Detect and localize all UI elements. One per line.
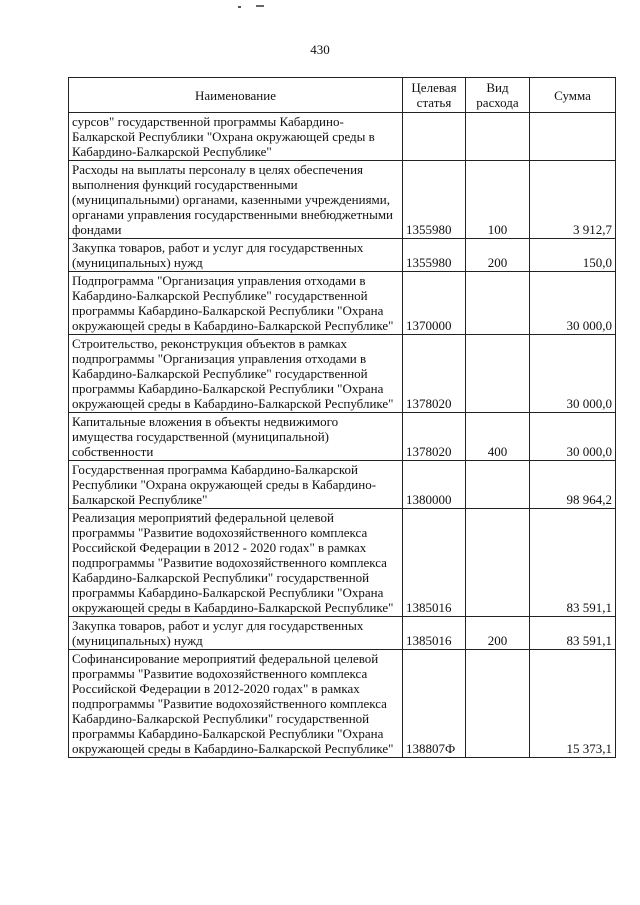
row-sum: 3 912,7 — [530, 161, 616, 239]
row-sum: 15 373,1 — [530, 650, 616, 758]
row-sum: 30 000,0 — [530, 272, 616, 335]
row-type: 200 — [466, 617, 530, 650]
header-sum: Сумма — [530, 78, 616, 113]
row-code: 1370000 — [403, 272, 466, 335]
row-name: сурсов" государственной программы Кабардино-Балкарской Республики "Охрана окружающей среды в Кабардино-Балкарской Республике" — [69, 113, 403, 161]
row-name: Реализация мероприятий федеральной целевой программы "Развитие водохозяйственного комплекса Российской Федерации в 2012 - 2020 годах" в рамках подпрограммы "Развитие водохозяйственного комплекса Кабардино-Балкарской Республики" государственной программы Кабардино-Балкарской Республики "Охрана окружающей среды в Кабардино-Балкарской Республике" — [69, 509, 403, 617]
row-type — [466, 272, 530, 335]
row-type — [466, 650, 530, 758]
table-row — [69, 272, 616, 335]
row-name: Строительство, реконструкция объектов в рамках подпрограммы "Организация управления отходами в Кабардино-Балкарской Республике" государственной программы Кабардино-Балкарской Республики "Охрана окружающей среды в Кабардино-Балкарской Республике" — [69, 335, 403, 413]
table-row — [69, 413, 616, 461]
row-code — [403, 113, 466, 161]
row-sum: 98 964,2 — [530, 461, 616, 509]
table-header-row — [69, 78, 616, 113]
row-code: 1355980 — [403, 239, 466, 272]
page-number: 430 — [310, 42, 330, 57]
row-code: 1380000 — [403, 461, 466, 509]
row-sum: 83 591,1 — [530, 509, 616, 617]
row-type — [466, 509, 530, 617]
row-sum: 83 591,1 — [530, 617, 616, 650]
table-row — [69, 650, 616, 758]
scan-mark — [232, 4, 272, 10]
row-sum: 30 000,0 — [530, 413, 616, 461]
row-type — [466, 335, 530, 413]
row-code: 1378020 — [403, 335, 466, 413]
row-code: 138807Ф — [403, 650, 466, 758]
row-type: 400 — [466, 413, 530, 461]
row-name: Расходы на выплаты персоналу в целях обеспечения выполнения функций государственными (муниципальными) органами, казенными учреждениями, органами управления государственными внебюджетными фондами — [69, 161, 403, 239]
budget-table — [68, 77, 616, 758]
row-name: Подпрограмма "Организация управления отходами в Кабардино-Балкарской Республике" государственной программы Кабардино-Балкарской Республики "Охрана окружающей среды в Кабардино-Балкарской Республике" — [69, 272, 403, 335]
row-name: Государственная программа Кабардино-Балкарской Республики "Охрана окружающей среды в Кабардино-Балкарской Республике" — [69, 461, 403, 509]
row-sum: 150,0 — [530, 239, 616, 272]
row-type — [466, 461, 530, 509]
table-row — [69, 509, 616, 617]
table-row — [69, 617, 616, 650]
row-name: Софинансирование мероприятий федеральной целевой программы "Развитие водохозяйственного комплекса Российской Федерации в 2012-2020 годах" в рамках подпрограммы "Развитие водохозяйственного комплекса Кабардино-Балкарской Республики" государственной программы Кабардино-Балкарской Республики "Охрана окружающей среды в Кабардино-Балкарской Республике" — [69, 650, 403, 758]
header-name: Наименование — [69, 78, 403, 113]
row-name: Капитальные вложения в объекты недвижимого имущества государственной (муниципальной) собственности — [69, 413, 403, 461]
row-type: 100 — [466, 161, 530, 239]
row-name: Закупка товаров, работ и услуг для государственных (муниципальных) нужд — [69, 617, 403, 650]
header-type: Вид расхода — [466, 78, 530, 113]
row-type: 200 — [466, 239, 530, 272]
table-row — [69, 461, 616, 509]
row-code: 1385016 — [403, 617, 466, 650]
header-code: Целевая статья — [403, 78, 466, 113]
row-code: 1355980 — [403, 161, 466, 239]
table-row — [69, 239, 616, 272]
row-type — [466, 113, 530, 161]
row-code: 1378020 — [403, 413, 466, 461]
row-sum: 30 000,0 — [530, 335, 616, 413]
row-code: 1385016 — [403, 509, 466, 617]
table-row — [69, 161, 616, 239]
row-name: Закупка товаров, работ и услуг для государственных (муниципальных) нужд — [69, 239, 403, 272]
table-row — [69, 335, 616, 413]
table-row — [69, 113, 616, 161]
row-sum — [530, 113, 616, 161]
